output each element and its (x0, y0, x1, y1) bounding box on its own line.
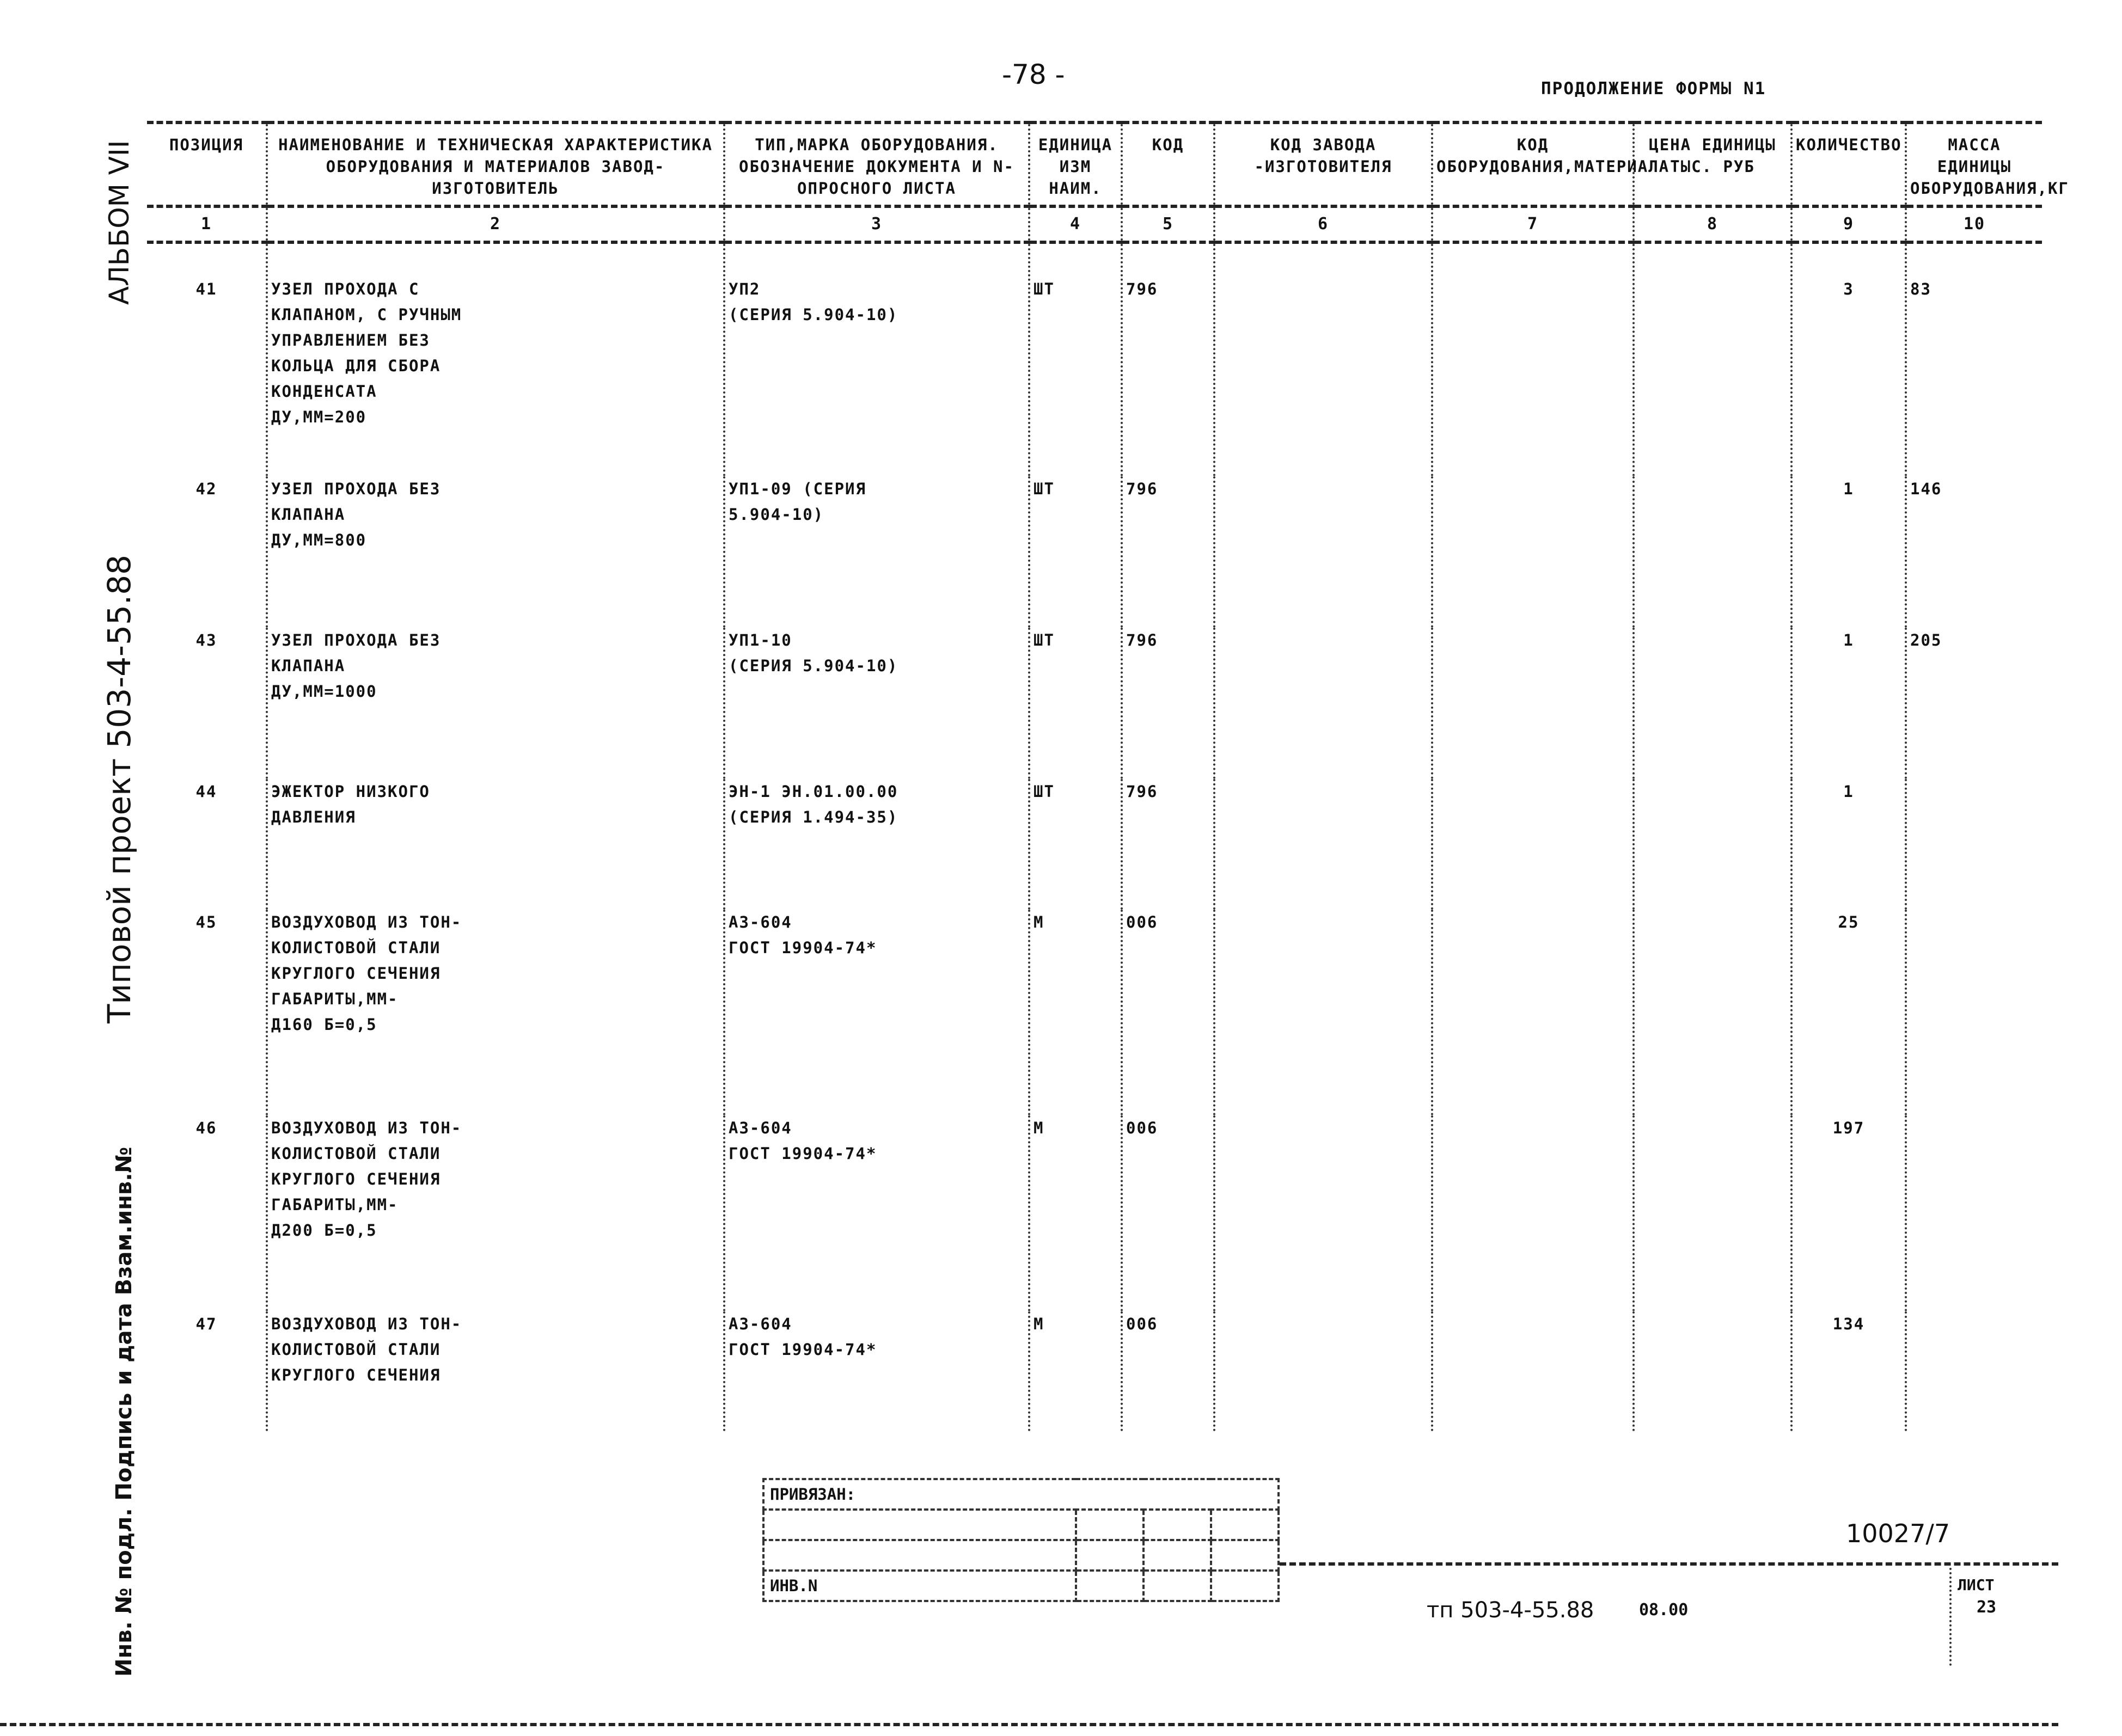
position-cell: 45 (147, 910, 267, 1115)
table-row (147, 242, 2042, 476)
material-code-cell (1432, 628, 1634, 779)
stamp-cell (1211, 1540, 1279, 1571)
unit-cell: ШТ (1029, 779, 1122, 910)
factory-code-cell (1214, 476, 1432, 628)
inv-label: ИНВ.N (763, 1571, 1076, 1601)
col-number: 7 (1432, 206, 1634, 242)
stamp-cell (1076, 1540, 1143, 1571)
table-row (147, 779, 2042, 910)
position-cell: 46 (147, 1115, 267, 1311)
quantity-cell: 1 (1791, 476, 1906, 628)
unit-cell: ШТ (1029, 242, 1122, 476)
type-cell: АЗ-604 ГОСТ 19904-74* (724, 1311, 1029, 1431)
name-cell: ВОЗДУХОВОД ИЗ ТОН- КОЛИСТОВОЙ СТАЛИ КРУГЛОГО СЕЧЕНИЯ ГАБАРИТЫ,ММ- Д200 Б=0,5 (267, 1115, 724, 1311)
col-header: КОД ЗАВОДА -ИЗГОТОВИТЕЛЯ (1214, 122, 1432, 206)
mass-cell (1906, 1311, 2042, 1431)
unit-cell: ШТ (1029, 476, 1122, 628)
material-code-cell (1432, 910, 1634, 1115)
stamp-row (763, 1510, 1279, 1540)
binding-stamp (762, 1478, 1280, 1602)
factory-code-cell (1214, 628, 1432, 779)
stamp-cell (763, 1510, 1076, 1540)
unit-code-cell: 006 (1122, 1115, 1214, 1311)
table-row (147, 476, 2042, 628)
table-row (147, 910, 2042, 1115)
mass-cell: 205 (1910, 631, 1942, 649)
mass-cell: 146 (1910, 480, 1942, 498)
price-cell (1634, 1311, 1791, 1431)
col-header: ТИП,МАРКА ОБОРУДОВАНИЯ. ОБОЗНАЧЕНИЕ ДОКУМЕНТА И N-ОПРОСНОГО ЛИСТА (724, 122, 1029, 206)
type-cell: АЗ-604 ГОСТ 19904-74* (724, 1115, 1029, 1311)
stamp-cell (1143, 1540, 1211, 1571)
quantity-cell: 1 (1791, 779, 1906, 910)
quantity-cell: 197 (1791, 1115, 1906, 1311)
stamp-cell (1211, 1510, 1279, 1540)
col-header: ЕДИНИЦА ИЗМ НАИМ. (1029, 122, 1122, 206)
stamp-cell (1211, 1571, 1279, 1601)
col-number: 9 (1791, 206, 1906, 242)
mass-cell (1906, 1115, 2042, 1311)
price-cell (1634, 779, 1791, 910)
stamp-cell (1143, 1510, 1211, 1540)
quantity-cell: 134 (1791, 1311, 1906, 1431)
project-label: Типовой проект 503-4-55.88 (101, 555, 138, 1023)
stamp-cell (1076, 1510, 1143, 1540)
column-number-row (147, 206, 2042, 242)
table-row (147, 1115, 2042, 1311)
sheet-label: ЛИСТ (1958, 1576, 1995, 1594)
stamp-cell (1143, 1571, 1211, 1601)
unit-code-cell: 796 (1122, 779, 1214, 910)
mass-cell: 83 (1910, 280, 1931, 298)
material-code-cell (1432, 242, 1634, 476)
type-cell: УП1-10 (СЕРИЯ 5.904-10) (724, 628, 1029, 779)
document-section: 08.00 (1639, 1600, 1689, 1620)
table-row (147, 628, 2042, 779)
price-cell (1634, 910, 1791, 1115)
position-cell: 47 (147, 1311, 267, 1431)
col-number: 5 (1122, 206, 1214, 242)
col-header: КОЛИЧЕСТВО (1791, 122, 1906, 206)
col-header: КОД (1122, 122, 1214, 206)
mass-cell (1906, 779, 2042, 910)
name-cell: ВОЗДУХОВОД ИЗ ТОН- КОЛИСТОВОЙ СТАЛИ КРУГЛОГО СЕЧЕНИЯ (267, 1311, 724, 1431)
equipment-table (147, 121, 2069, 1431)
type-cell: УП2 (СЕРИЯ 5.904-10) (724, 242, 1029, 476)
factory-code-cell (1214, 910, 1432, 1115)
form-continuation-label: ПРОДОЛЖЕНИЕ ФОРМЫ N1 (1541, 79, 1766, 99)
album-label: АЛЬБОМ VII (103, 140, 135, 305)
position-cell: 41 (147, 242, 267, 476)
type-cell: ЭН-1 ЭН.01.00.00 (СЕРИЯ 1.494-35) (724, 779, 1029, 910)
stamp-row (763, 1479, 1279, 1510)
col-header: ПОЗИЦИЯ (147, 122, 267, 206)
quantity-cell: 1 (1791, 628, 1906, 779)
col-header: НАИМЕНОВАНИЕ И ТЕХНИЧЕСКАЯ ХАРАКТЕРИСТИКА ОБОРУДОВАНИЯ И МАТЕРИАЛОВ ЗАВОД-ИЗГОТОВИТЕЛЬ (267, 122, 724, 206)
col-number: 4 (1029, 206, 1122, 242)
document-code: тп 503-4-55.88 (1427, 1598, 1594, 1623)
archive-number: 10027/7 (1846, 1519, 1950, 1548)
quantity-cell: 25 (1791, 910, 1906, 1115)
col-number: 2 (267, 206, 724, 242)
unit-cell: М (1029, 910, 1122, 1115)
price-cell (1634, 242, 1791, 476)
title-block-divider (1280, 1562, 2058, 1566)
sheet-number: 23 (1977, 1598, 1997, 1617)
unit-code-cell: 006 (1122, 910, 1214, 1115)
unit-code-cell: 006 (1122, 1311, 1214, 1431)
factory-code-cell (1214, 242, 1432, 476)
col-number: 1 (147, 206, 267, 242)
position-cell: 42 (147, 476, 267, 628)
col-number: 3 (724, 206, 1029, 242)
unit-cell: ШТ (1029, 628, 1122, 779)
material-code-cell (1432, 476, 1634, 628)
col-header: КОД ОБОРУДОВАНИЯ,МАТЕРИАЛА (1432, 122, 1634, 206)
col-header: ЦЕНА ЕДИНИЦЫ ТЫС. РУБ (1634, 122, 1791, 206)
factory-code-cell (1214, 1115, 1432, 1311)
price-cell (1634, 476, 1791, 628)
unit-code-cell: 796 (1122, 242, 1214, 476)
position-cell: 43 (147, 628, 267, 779)
margin-stamp-labels: Инв. № подл. Подпись и дата Взам.инв.№ (112, 1146, 137, 1677)
name-cell: УЗЕЛ ПРОХОДА БЕЗ КЛАПАНА ДУ,ММ=1000 (267, 628, 724, 779)
col-number: 6 (1214, 206, 1432, 242)
col-number: 8 (1634, 206, 1791, 242)
type-cell: УП1-09 (СЕРИЯ 5.904-10) (724, 476, 1029, 628)
position-cell: 44 (147, 779, 267, 910)
col-header: МАССА ЕДИНИЦЫ ОБОРУДОВАНИЯ,КГ (1906, 122, 2042, 206)
unit-code-cell: 796 (1122, 476, 1214, 628)
material-code-cell (1432, 1115, 1634, 1311)
table-row (147, 1311, 2042, 1431)
stamp-cell (1076, 1571, 1143, 1601)
material-code-cell (1432, 1311, 1634, 1431)
name-cell: УЗЕЛ ПРОХОДА С КЛАПАНОМ, С РУЧНЫМ УПРАВЛЕНИЕМ БЕЗ КОЛЬЦА ДЛЯ СБОРА КОНДЕНСАТА ДУ,ММ=200 (267, 242, 724, 476)
name-cell: ЭЖЕКТОР НИЗКОГО ДАВЛЕНИЯ (267, 779, 724, 910)
header-row (147, 122, 2042, 206)
stamp-row (763, 1540, 1279, 1571)
stamp-row (763, 1571, 1279, 1601)
page-number: -78 - (1002, 59, 1065, 90)
unit-cell: М (1029, 1115, 1122, 1311)
price-cell (1634, 628, 1791, 779)
quantity-cell: 3 (1791, 242, 1906, 476)
binding-label: ПРИВЯЗАН: (763, 1479, 1279, 1510)
bottom-border (0, 1723, 2058, 1726)
material-code-cell (1432, 779, 1634, 910)
price-cell (1634, 1115, 1791, 1311)
name-cell: ВОЗДУХОВОД ИЗ ТОН- КОЛИСТОВОЙ СТАЛИ КРУГЛОГО СЕЧЕНИЯ ГАБАРИТЫ,ММ- Д160 Б=0,5 (267, 910, 724, 1115)
unit-cell: М (1029, 1311, 1122, 1431)
col-number: 10 (1906, 206, 2042, 242)
type-cell: АЗ-604 ГОСТ 19904-74* (724, 910, 1029, 1115)
unit-code-cell: 796 (1122, 628, 1214, 779)
factory-code-cell (1214, 1311, 1432, 1431)
factory-code-cell (1214, 779, 1432, 910)
mass-cell (1906, 910, 2042, 1115)
stamp-cell (763, 1540, 1076, 1571)
name-cell: УЗЕЛ ПРОХОДА БЕЗ КЛАПАНА ДУ,ММ=800 (267, 476, 724, 628)
